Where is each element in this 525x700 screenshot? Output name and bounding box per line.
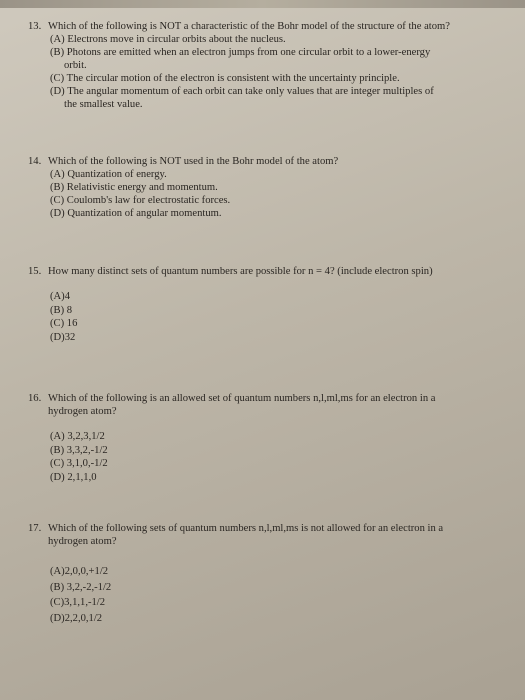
option-list [28, 33, 508, 111]
page-top-edge [0, 0, 525, 8]
option-a: (A) 3,2,3,1/2 [50, 431, 105, 442]
option-b: (B) 3,2,-2,-1/2 [50, 581, 112, 593]
question-13 [28, 20, 508, 111]
option-a: (A)4 [50, 291, 71, 302]
option-c: (C) Coulomb's law for electrostatic forces. [50, 195, 231, 206]
question-stem: 13. Which of the following is NOT a characteristic of the Bohr model of the structure of the atom? [28, 21, 450, 32]
question-stem: 17. Which of the following sets of quantum numbers n,l,ml,ms is not allowed for an electron in a hydrogen atom? [28, 523, 444, 547]
question-16 [28, 392, 508, 484]
option-b: (B) Relativistic energy and momentum. [50, 182, 218, 193]
option-d: (D) Quantization of angular momentum. [50, 208, 222, 219]
question-14 [28, 155, 508, 220]
option-d: (D)2,2,0,1/2 [50, 612, 103, 624]
option-a: (A) Quantization of energy. [50, 169, 167, 180]
option-c: (C)3,1,1,-1/2 [50, 597, 106, 608]
question-15 [28, 265, 508, 344]
option-d: (D) 2,1,1,0 [50, 471, 97, 483]
option-a: (A) Electrons move in circular orbits about the nucleus. [50, 34, 286, 45]
option-list [28, 168, 508, 220]
question-stem: 16. Which of the following is an allowed set of quantum numbers n,l,ml,ms for an electron in a hydrogen atom? [28, 393, 436, 417]
option-b-continuation: orbit. [64, 60, 87, 71]
option-d-continuation: the smallest value. [64, 99, 143, 110]
option-d: (D)32 [50, 331, 76, 343]
option-a: (A)2,0,0,+1/2 [50, 566, 109, 577]
option-list [28, 430, 508, 484]
option-c: (C) 16 [50, 318, 78, 329]
option-b: (B) 3,3,2,-1/2 [50, 444, 108, 456]
question-17 [28, 522, 508, 626]
option-b: (B) 8 [50, 304, 73, 316]
question-stem: 14. Which of the following is NOT used in the Bohr model of the atom? [28, 156, 339, 167]
option-d: (D) The angular momentum of each orbit can take only values that are integer multiples of [50, 86, 434, 97]
option-c: (C) The circular motion of the electron is consistent with the uncertainty principle. [50, 73, 400, 84]
option-list [28, 290, 508, 344]
option-list [28, 564, 508, 626]
option-b: (B) Photons are emitted when an electron jumps from one circular orbit to a lower-energy [50, 47, 431, 58]
question-stem: 15. How many distinct sets of quantum numbers are possible for n = 4? (include electron spin) [28, 266, 433, 277]
option-c: (C) 3,1,0,-1/2 [50, 458, 108, 469]
